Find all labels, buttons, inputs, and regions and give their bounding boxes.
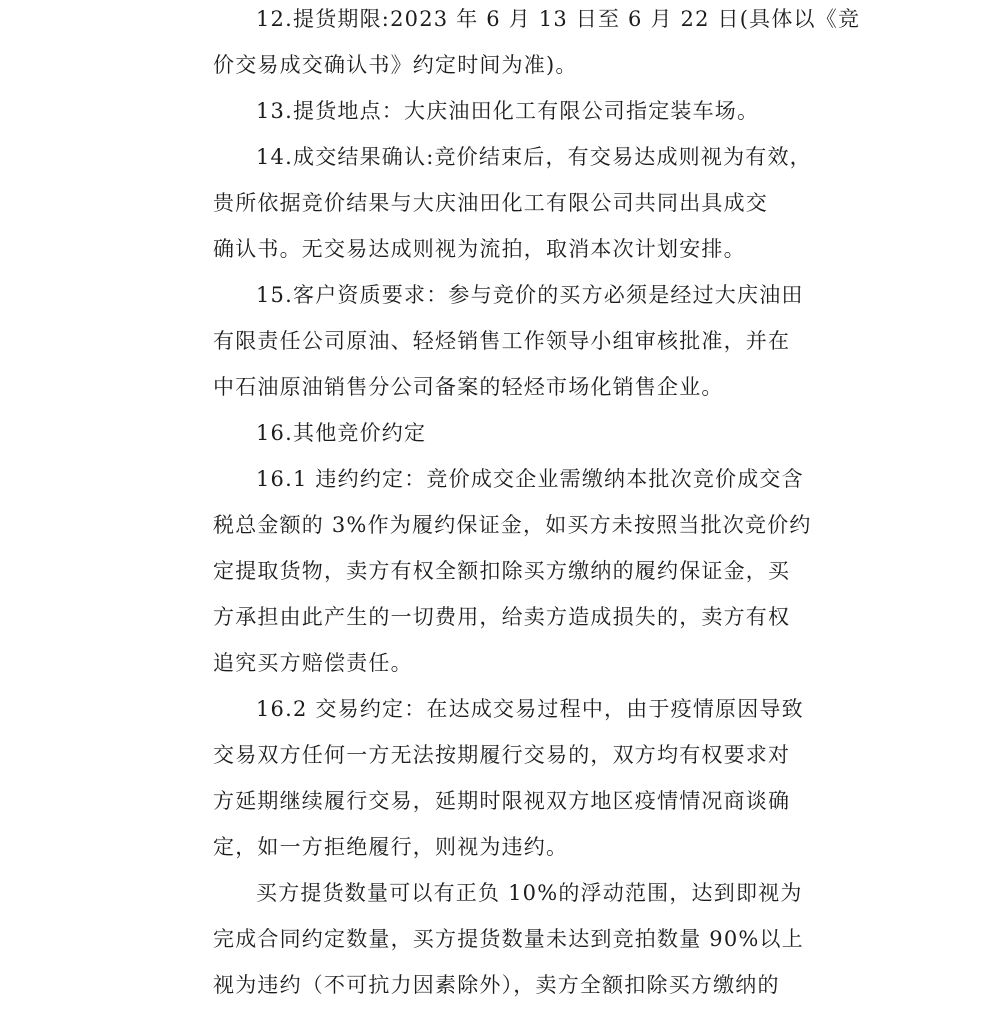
clause-16-1-line-3: 定提取货物，卖方有权全额扣除买方缴纳的履约保证金，买 xyxy=(213,559,791,583)
clause-16-1-line-1: 16.1 违约约定：竞价成交企业需缴纳本批次竞价成交含 xyxy=(256,467,804,491)
clause-13-line-1: 13.提货地点：大庆油田化工有限公司指定装车场。 xyxy=(256,99,760,123)
clause-16-1-line-2: 税总金额的 3%作为履约保证金，如买方未按照当批次竞价约 xyxy=(213,513,812,537)
clause-12-line-2: 价交易成交确认书》约定时间为准)。 xyxy=(213,53,578,77)
clause-15-line-2: 有限责任公司原油、轻烃销售工作领导小组审核批准，并在 xyxy=(213,329,791,353)
clause-16-1-line-4: 方承担由此产生的一切费用，给卖方造成损失的，卖方有权 xyxy=(213,605,791,629)
clause-16-2-line-4: 定，如一方拒绝履行，则视为违约。 xyxy=(213,835,569,859)
clause-15-line-1: 15.客户资质要求：参与竞价的买方必须是经过大庆油田 xyxy=(256,283,804,307)
document-body xyxy=(213,0,861,1012)
clause-15-line-3: 中石油原油销售分公司备案的轻烃市场化销售企业。 xyxy=(213,375,724,399)
clause-14-line-1: 14.成交结果确认:竞价结束后，有交易达成则视为有效， xyxy=(256,145,812,169)
clause-12-line-1: 12.提货期限:2023 年 6 月 13 日至 6 月 22 日(具体以《竞 xyxy=(256,7,861,31)
clause-16-2-line-3: 方延期继续履行交易，延期时限视双方地区疫情情况商谈确 xyxy=(213,789,791,813)
clause-14-line-2: 贵所依据竞价结果与大庆油田化工有限公司共同出具成交 xyxy=(213,191,768,215)
quantity-clause-line-2: 完成合同约定数量，买方提货数量未达到竞拍数量 90%以上 xyxy=(213,927,804,951)
clause-16-heading: 16.其他竞价约定 xyxy=(256,421,427,445)
quantity-clause-line-1: 买方提货数量可以有正负 10%的浮动范围，达到即视为 xyxy=(256,881,803,905)
clause-16-1-line-5: 追究买方赔偿责任。 xyxy=(213,651,413,675)
clause-16-2-line-2: 交易双方任何一方无法按期履行交易的，双方均有权要求对 xyxy=(213,743,791,767)
quantity-clause-line-3: 视为违约（不可抗力因素除外），卖方全额扣除买方缴纳的 xyxy=(213,973,780,997)
clause-16-2-line-1: 16.2 交易约定：在达成交易过程中，由于疫情原因导致 xyxy=(256,697,804,721)
clause-14-line-3: 确认书。无交易达成则视为流拍，取消本次计划安排。 xyxy=(213,237,746,261)
